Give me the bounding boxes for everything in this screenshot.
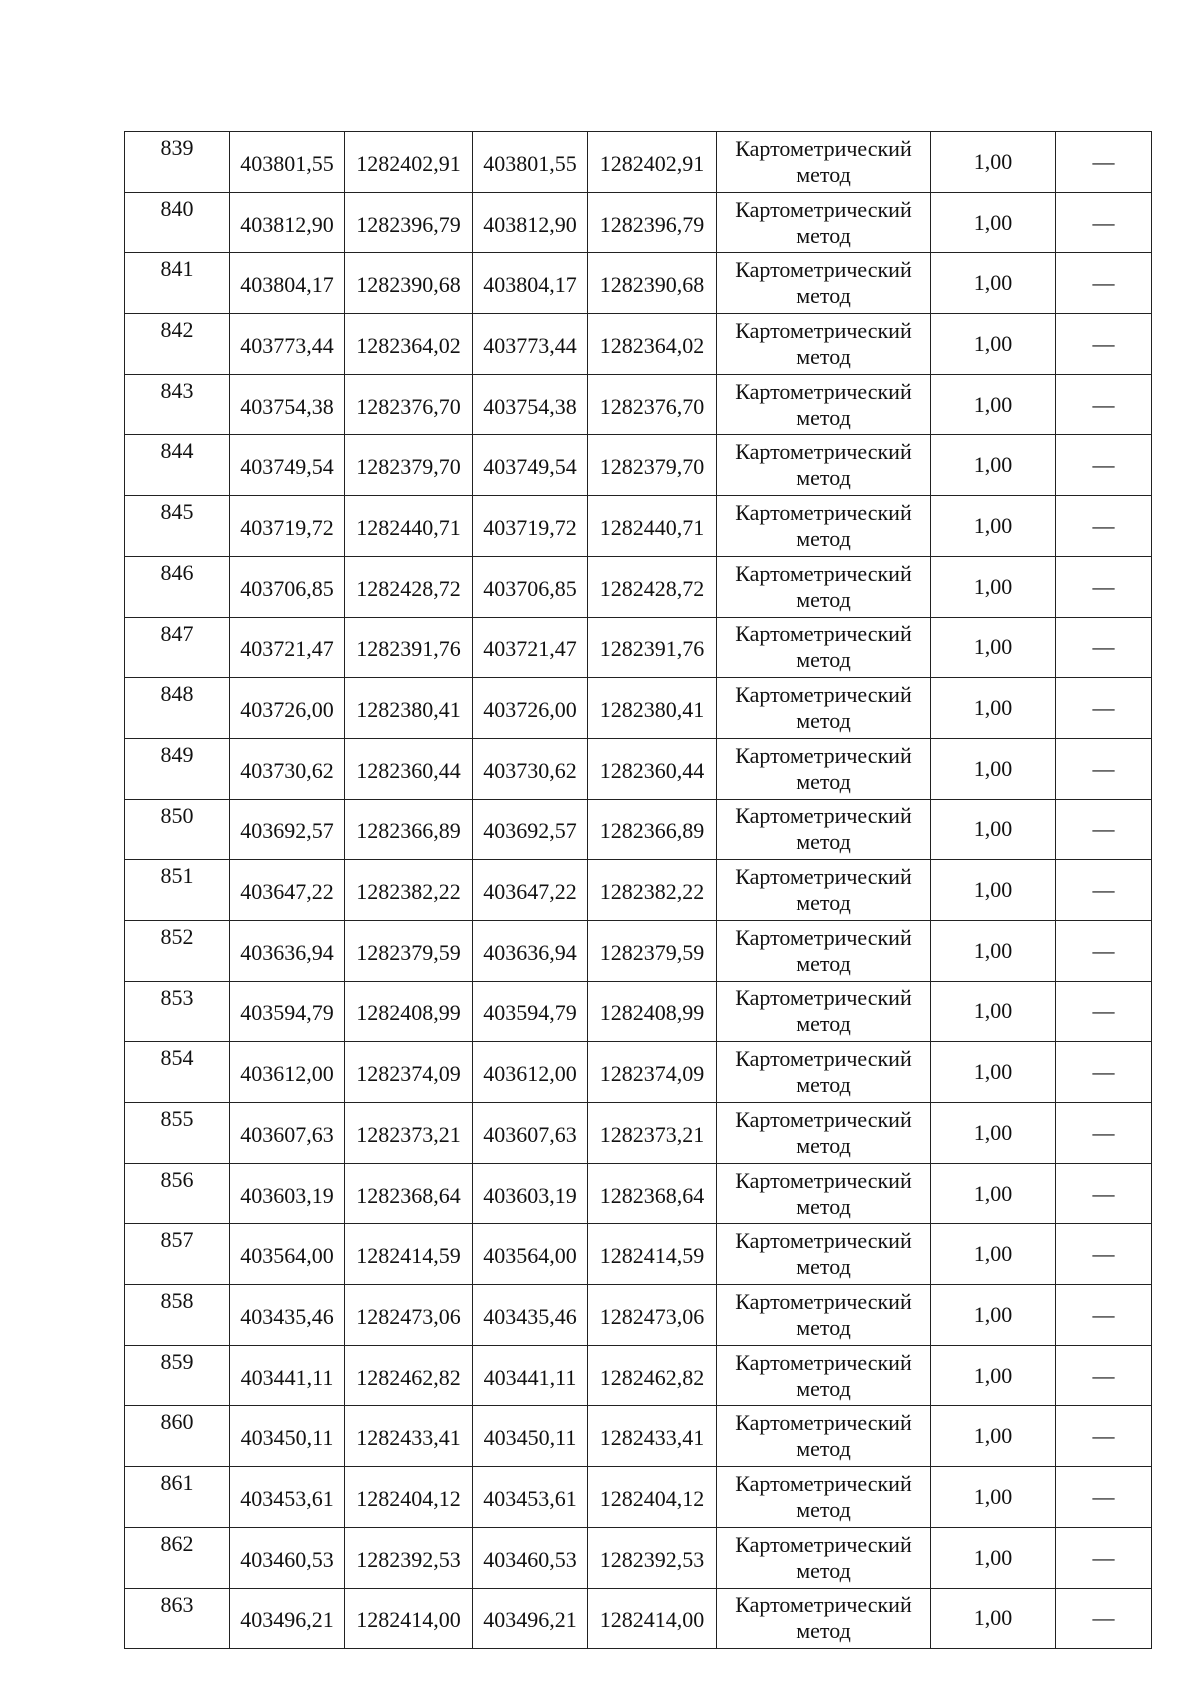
table-row [125,799,1152,860]
y-new-cell: 1282392,53 [588,1527,717,1588]
accuracy-cell: 1,00 [931,1588,1056,1649]
point-number-cell: 857 [125,1224,230,1285]
point-number-cell: 848 [125,678,230,739]
method-line-2: метод [796,1132,851,1158]
y-new-cell: 1282414,59 [588,1224,717,1285]
x-new-cell: 403692,57 [473,799,588,860]
accuracy-cell: 1,00 [931,1285,1056,1346]
x-new-cell: 403607,63 [473,1103,588,1164]
x-existing-cell: 403460,53 [230,1527,345,1588]
method-line-1: Картометрический [735,864,912,890]
accuracy-cell: 1,00 [931,253,1056,314]
accuracy-cell: 1,00 [931,1224,1056,1285]
description-cell: — [1056,1467,1152,1528]
accuracy-cell: 1,00 [931,435,1056,496]
method-line-2: метод [796,1618,851,1644]
y-existing-cell: 1282440,71 [345,496,473,557]
y-existing-cell: 1282392,53 [345,1527,473,1588]
point-number-cell: 841 [125,253,230,314]
method-line-1: Картометрический [735,1228,912,1254]
y-existing-cell: 1282391,76 [345,617,473,678]
table-row [125,1345,1152,1406]
x-new-cell: 403460,53 [473,1527,588,1588]
method-line-1: Картометрический [735,1592,912,1618]
method-cell [717,374,931,435]
x-new-cell: 403719,72 [473,496,588,557]
x-new-cell: 403706,85 [473,556,588,617]
x-existing-cell: 403435,46 [230,1285,345,1346]
method-line-1: Картометрический [735,1531,912,1557]
x-existing-cell: 403804,17 [230,253,345,314]
method-cell [717,132,931,193]
x-existing-cell: 403441,11 [230,1345,345,1406]
point-number-cell: 845 [125,496,230,557]
x-new-cell: 403496,21 [473,1588,588,1649]
y-existing-cell: 1282360,44 [345,738,473,799]
method-cell [717,678,931,739]
x-existing-cell: 403721,47 [230,617,345,678]
accuracy-cell: 1,00 [931,860,1056,921]
method-line-2: метод [796,586,851,612]
method-line-2: метод [796,1072,851,1098]
y-existing-cell: 1282404,12 [345,1467,473,1528]
point-number-cell: 862 [125,1527,230,1588]
method-line-1: Картометрический [735,682,912,708]
x-new-cell: 403441,11 [473,1345,588,1406]
x-existing-cell: 403607,63 [230,1103,345,1164]
y-existing-cell: 1282376,70 [345,374,473,435]
method-line-1: Картометрический [735,803,912,829]
description-cell: — [1056,1588,1152,1649]
y-existing-cell: 1282433,41 [345,1406,473,1467]
accuracy-cell: 1,00 [931,192,1056,253]
method-cell [717,1467,931,1528]
method-line-1: Картометрический [735,1106,912,1132]
y-existing-cell: 1282414,00 [345,1588,473,1649]
method-line-2: метод [796,343,851,369]
method-line-2: метод [796,404,851,430]
table-row [125,374,1152,435]
y-existing-cell: 1282373,21 [345,1103,473,1164]
method-line-2: метод [796,465,851,491]
x-existing-cell: 403450,11 [230,1406,345,1467]
accuracy-cell: 1,00 [931,1527,1056,1588]
point-number-cell: 847 [125,617,230,678]
y-new-cell: 1282402,91 [588,132,717,193]
description-cell: — [1056,617,1152,678]
method-line-1: Картометрический [735,378,912,404]
method-line-2: метод [796,1375,851,1401]
x-new-cell: 403726,00 [473,678,588,739]
x-new-cell: 403801,55 [473,132,588,193]
x-existing-cell: 403453,61 [230,1467,345,1528]
method-line-1: Картометрический [735,135,912,161]
point-number-cell: 850 [125,799,230,860]
method-cell [717,1527,931,1588]
y-existing-cell: 1282428,72 [345,556,473,617]
method-cell [717,799,931,860]
x-existing-cell: 403594,79 [230,981,345,1042]
method-line-2: метод [796,708,851,734]
method-cell [717,496,931,557]
point-number-cell: 851 [125,860,230,921]
method-line-2: метод [796,950,851,976]
description-cell: — [1056,192,1152,253]
method-cell [717,1042,931,1103]
y-new-cell: 1282391,76 [588,617,717,678]
accuracy-cell: 1,00 [931,1042,1056,1103]
y-existing-cell: 1282473,06 [345,1285,473,1346]
y-new-cell: 1282473,06 [588,1285,717,1346]
description-cell: — [1056,1406,1152,1467]
accuracy-cell: 1,00 [931,920,1056,981]
method-line-2: метод [796,1557,851,1583]
x-existing-cell: 403719,72 [230,496,345,557]
method-line-1: Картометрический [735,439,912,465]
table-row [125,435,1152,496]
method-line-1: Картометрический [735,1167,912,1193]
y-existing-cell: 1282382,22 [345,860,473,921]
y-existing-cell: 1282402,91 [345,132,473,193]
point-number-cell: 858 [125,1285,230,1346]
y-new-cell: 1282382,22 [588,860,717,921]
point-number-cell: 860 [125,1406,230,1467]
table-row [125,1588,1152,1649]
x-new-cell: 403730,62 [473,738,588,799]
y-existing-cell: 1282390,68 [345,253,473,314]
accuracy-cell: 1,00 [931,738,1056,799]
method-line-1: Картометрический [735,1410,912,1436]
description-cell: — [1056,1285,1152,1346]
x-existing-cell: 403754,38 [230,374,345,435]
table-row [125,132,1152,193]
table-row [125,920,1152,981]
x-existing-cell: 403496,21 [230,1588,345,1649]
description-cell: — [1056,1042,1152,1103]
y-new-cell: 1282364,02 [588,314,717,375]
y-existing-cell: 1282396,79 [345,192,473,253]
table-row [125,678,1152,739]
x-existing-cell: 403612,00 [230,1042,345,1103]
x-new-cell: 403754,38 [473,374,588,435]
description-cell: — [1056,1224,1152,1285]
x-new-cell: 403603,19 [473,1163,588,1224]
accuracy-cell: 1,00 [931,799,1056,860]
method-line-1: Картометрический [735,1288,912,1314]
method-line-1: Картометрический [735,257,912,283]
description-cell: — [1056,738,1152,799]
table-row [125,981,1152,1042]
y-new-cell: 1282374,09 [588,1042,717,1103]
point-number-cell: 839 [125,132,230,193]
method-cell [717,1406,931,1467]
method-cell [717,253,931,314]
method-cell [717,314,931,375]
y-new-cell: 1282462,82 [588,1345,717,1406]
description-cell: — [1056,496,1152,557]
y-existing-cell: 1282366,89 [345,799,473,860]
method-cell [717,192,931,253]
x-existing-cell: 403647,22 [230,860,345,921]
coordinates-table [124,131,1152,1649]
point-number-cell: 853 [125,981,230,1042]
y-new-cell: 1282433,41 [588,1406,717,1467]
method-line-2: метод [796,1254,851,1280]
method-cell [717,1163,931,1224]
description-cell: — [1056,374,1152,435]
x-new-cell: 403749,54 [473,435,588,496]
table-row [125,556,1152,617]
table-row [125,1406,1152,1467]
method-line-2: метод [796,283,851,309]
method-cell [717,556,931,617]
method-cell [717,981,931,1042]
method-line-1: Картометрический [735,621,912,647]
accuracy-cell: 1,00 [931,617,1056,678]
method-line-2: метод [796,1436,851,1462]
y-new-cell: 1282379,70 [588,435,717,496]
x-new-cell: 403773,44 [473,314,588,375]
x-new-cell: 403435,46 [473,1285,588,1346]
method-cell [717,1588,931,1649]
description-cell: — [1056,1103,1152,1164]
point-number-cell: 852 [125,920,230,981]
y-new-cell: 1282390,68 [588,253,717,314]
description-cell: — [1056,1527,1152,1588]
accuracy-cell: 1,00 [931,496,1056,557]
method-line-1: Картометрический [735,1470,912,1496]
method-cell [717,920,931,981]
x-existing-cell: 403773,44 [230,314,345,375]
x-existing-cell: 403564,00 [230,1224,345,1285]
accuracy-cell: 1,00 [931,314,1056,375]
method-cell [717,860,931,921]
point-number-cell: 842 [125,314,230,375]
method-line-1: Картометрический [735,924,912,950]
method-line-1: Картометрический [735,1349,912,1375]
accuracy-cell: 1,00 [931,678,1056,739]
x-new-cell: 403612,00 [473,1042,588,1103]
y-existing-cell: 1282408,99 [345,981,473,1042]
method-line-1: Картометрический [735,499,912,525]
point-number-cell: 856 [125,1163,230,1224]
table-row [125,192,1152,253]
y-new-cell: 1282408,99 [588,981,717,1042]
x-new-cell: 403453,61 [473,1467,588,1528]
method-line-2: метод [796,768,851,794]
point-number-cell: 855 [125,1103,230,1164]
point-number-cell: 854 [125,1042,230,1103]
y-new-cell: 1282366,89 [588,799,717,860]
table-row [125,617,1152,678]
point-number-cell: 849 [125,738,230,799]
x-new-cell: 403647,22 [473,860,588,921]
y-new-cell: 1282380,41 [588,678,717,739]
method-cell [717,1103,931,1164]
table-row [125,496,1152,557]
accuracy-cell: 1,00 [931,374,1056,435]
y-existing-cell: 1282380,41 [345,678,473,739]
x-existing-cell: 403706,85 [230,556,345,617]
y-existing-cell: 1282374,09 [345,1042,473,1103]
y-existing-cell: 1282462,82 [345,1345,473,1406]
table-row [125,1042,1152,1103]
method-cell [717,617,931,678]
table-row [125,1224,1152,1285]
method-line-2: метод [796,1011,851,1037]
table-row [125,1285,1152,1346]
y-new-cell: 1282414,00 [588,1588,717,1649]
x-new-cell: 403450,11 [473,1406,588,1467]
x-existing-cell: 403692,57 [230,799,345,860]
y-new-cell: 1282404,12 [588,1467,717,1528]
description-cell: — [1056,1345,1152,1406]
y-new-cell: 1282379,59 [588,920,717,981]
accuracy-cell: 1,00 [931,1163,1056,1224]
description-cell: — [1056,799,1152,860]
method-line-1: Картометрический [735,742,912,768]
x-existing-cell: 403730,62 [230,738,345,799]
method-line-2: метод [796,1496,851,1522]
description-cell: — [1056,314,1152,375]
table-row [125,1163,1152,1224]
y-new-cell: 1282396,79 [588,192,717,253]
method-cell [717,738,931,799]
accuracy-cell: 1,00 [931,1467,1056,1528]
y-new-cell: 1282428,72 [588,556,717,617]
table-row [125,314,1152,375]
point-number-cell: 840 [125,192,230,253]
y-new-cell: 1282376,70 [588,374,717,435]
point-number-cell: 846 [125,556,230,617]
y-existing-cell: 1282379,59 [345,920,473,981]
method-line-2: метод [796,161,851,187]
method-cell [717,1345,931,1406]
x-new-cell: 403594,79 [473,981,588,1042]
y-new-cell: 1282440,71 [588,496,717,557]
method-line-1: Картометрический [735,317,912,343]
table-row [125,1527,1152,1588]
accuracy-cell: 1,00 [931,556,1056,617]
method-line-2: метод [796,222,851,248]
description-cell: — [1056,1163,1152,1224]
method-line-2: метод [796,1193,851,1219]
y-existing-cell: 1282368,64 [345,1163,473,1224]
description-cell: — [1056,678,1152,739]
table-row [125,253,1152,314]
method-line-1: Картометрический [735,985,912,1011]
x-new-cell: 403804,17 [473,253,588,314]
description-cell: — [1056,556,1152,617]
description-cell: — [1056,132,1152,193]
table-row [125,860,1152,921]
x-existing-cell: 403603,19 [230,1163,345,1224]
description-cell: — [1056,860,1152,921]
description-cell: — [1056,253,1152,314]
x-new-cell: 403812,90 [473,192,588,253]
method-line-1: Картометрический [735,196,912,222]
method-cell [717,435,931,496]
method-cell [717,1224,931,1285]
method-cell [717,1285,931,1346]
y-existing-cell: 1282364,02 [345,314,473,375]
table-row [125,1103,1152,1164]
method-line-2: метод [796,1314,851,1340]
accuracy-cell: 1,00 [931,1103,1056,1164]
method-line-2: метод [796,525,851,551]
description-cell: — [1056,981,1152,1042]
method-line-2: метод [796,829,851,855]
y-new-cell: 1282368,64 [588,1163,717,1224]
point-number-cell: 844 [125,435,230,496]
x-new-cell: 403636,94 [473,920,588,981]
description-cell: — [1056,920,1152,981]
point-number-cell: 859 [125,1345,230,1406]
point-number-cell: 863 [125,1588,230,1649]
accuracy-cell: 1,00 [931,1406,1056,1467]
accuracy-cell: 1,00 [931,1345,1056,1406]
x-new-cell: 403564,00 [473,1224,588,1285]
accuracy-cell: 1,00 [931,132,1056,193]
y-new-cell: 1282373,21 [588,1103,717,1164]
description-cell: — [1056,435,1152,496]
point-number-cell: 843 [125,374,230,435]
y-existing-cell: 1282414,59 [345,1224,473,1285]
method-line-1: Картометрический [735,1046,912,1072]
x-existing-cell: 403636,94 [230,920,345,981]
x-existing-cell: 403749,54 [230,435,345,496]
accuracy-cell: 1,00 [931,981,1056,1042]
y-new-cell: 1282360,44 [588,738,717,799]
point-number-cell: 861 [125,1467,230,1528]
x-existing-cell: 403812,90 [230,192,345,253]
table-body [125,132,1152,1649]
table-row [125,738,1152,799]
x-new-cell: 403721,47 [473,617,588,678]
method-line-1: Картометрический [735,560,912,586]
x-existing-cell: 403801,55 [230,132,345,193]
method-line-2: метод [796,647,851,673]
method-line-2: метод [796,890,851,916]
x-existing-cell: 403726,00 [230,678,345,739]
y-existing-cell: 1282379,70 [345,435,473,496]
table-row [125,1467,1152,1528]
